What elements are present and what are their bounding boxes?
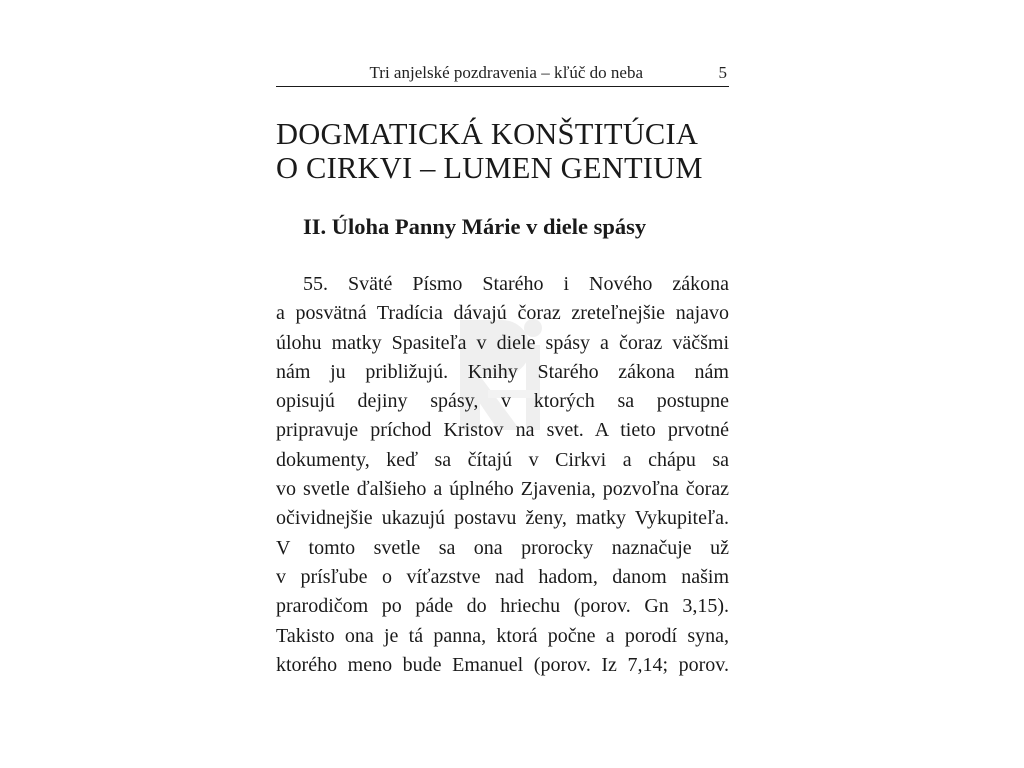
section-title: II. Úloha Panny Márie v diele spásy [303,214,647,239]
chapter-title-line: DOGMATICKÁ KONŠTITÚCIA [276,117,699,151]
running-header-title: Tri anjelské pozdravenia – kľúč do neba [369,63,643,82]
text-line: úlohu matky Spasiteľa v diele spásy a čoraz väčšmi [276,331,729,354]
text-line: V tomto svetle sa ona prorocky naznačuje už [276,536,729,559]
text-line: vo svetle ďalšieho a úplného Zjavenia, pozvoľna čoraz [276,478,729,501]
text-line: ktorého meno bude Emanuel (porov. Iz 7,14; porov. [276,653,729,676]
chapter-title-line: O CIRKVI – LUMEN GENTIUM [276,151,703,185]
text-line: a posvätná Tradícia dávajú čoraz zreteľnejšie najavo [276,302,729,325]
chapter-title [276,117,736,185]
text-line: prarodičom po páde do hriechu (porov. Gn 3,15). [276,595,729,618]
text-line: očividnejšie ukazujú postavu ženy, matky Vykupiteľa. [276,507,729,530]
text-line: 55. Sväté Písmo Starého i Nového zákona [303,273,729,295]
running-header [276,60,729,87]
text-line: pripravuje príchod Kristov na svet. A tieto prvotné [276,419,729,442]
text-line: nám ju približujú. Knihy Starého zákona nám [276,360,729,383]
page-number: 5 [718,63,727,82]
text-line: opisujú dejiny spásy, v ktorých sa postupne [276,390,729,413]
body-paragraph [276,270,729,680]
text-line: v prísľube o víťazstve nad hadom, danom našim [276,565,729,588]
text-line: Takisto ona je tá panna, ktorá počne a porodí syna, [276,624,729,647]
text-line: dokumenty, keď sa čítajú v Cirkvi a chápu sa [276,448,729,471]
